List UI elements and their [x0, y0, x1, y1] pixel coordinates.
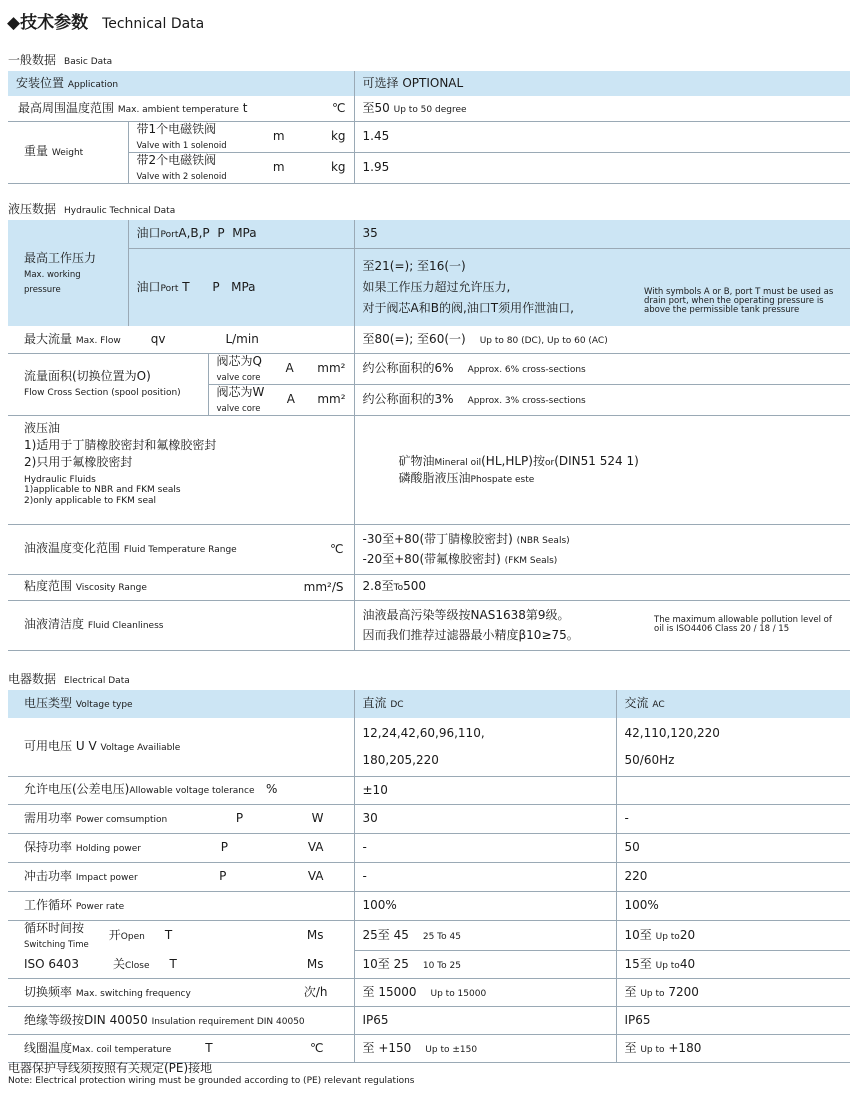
row-fluid-temperature: 油液温度变化范围 Fluid Temperature Range ℃ -30至+80(带丁腈橡胶密封) (NBR Seals) -20至+80(带氟橡胶密封) (FKM Seals)	[8, 524, 850, 574]
footer-note: 电器保护导线须按照有关规定(PE)接地 Note: Electrical protection wiring must be grounded according to (PE) relevant regulations	[8, 1061, 415, 1086]
row-voltage-available: 可用电压 U V Voltage Availiable 12,24,42,60,96,110, 180,205,220 42,110,120,220 50/60Hz	[8, 718, 850, 776]
row-power-rate: 工作循环 Power rate 100% 100%	[8, 891, 850, 920]
row-weight-2: 带2个电磁铁阀 Valve with 2 solenoid m kg 1.95	[8, 152, 850, 183]
row-power-consumption: 需用功率 Power comsumption P W 30 -	[8, 804, 850, 833]
row-flow-w: 阀芯为W valve core A mm² 约公称面积的3% Approx. 3% cross-sections	[8, 384, 850, 415]
row-hydraulic-fluids: 液压油 1)适用于丁腈橡胶密封和氟橡胶密封 2)只用于氟橡胶密封 Hydraulic Fluids 1)applicable to NBR and FKM seals 2)only applicable to FKM seal 矿物油Mineral oil(HL,HLP)按or(DIN51 524 1) 磷酸脂液压油Phospate este	[8, 415, 850, 524]
hydraulic-section-title: 液压数据 Hydraulic Technical Data	[8, 202, 176, 216]
row-port-t: 油口Port T P MPa 至21(=); 至16(一) 如果工作压力超过允许压力, 对于阀芯A和B的阀,油口T须用作泄油口, With symbols A or B, port T must be used as drain port, when the operating pressure is above the permissible tank pressure	[8, 248, 850, 326]
page-title: ◆技术参数 Technical Data	[7, 13, 205, 33]
row-switching-frequency: 切换频率 Max. switching frequency 次/h 至 15000 Up to 15000 至 Up to 7200	[8, 979, 850, 1007]
row-insulation: 绝缘等级按DIN 40050 Insulation requirement DIN 40050 IP65 IP65	[8, 1007, 850, 1035]
hydraulic-data-table	[8, 220, 850, 651]
row-max-flow: 最大流量 Max. Flow qv L/min 至80(=); 至60(一) Up to 80 (DC), Up to 60 (AC)	[8, 326, 850, 353]
electrical-data-table	[8, 690, 850, 1063]
row-weight-1: 重量 Weight 带1个电磁铁阀 Valve with 1 solenoid m kg 1.45	[8, 121, 850, 152]
row-fluid-cleanliness: 油液清洁度 Fluid Cleanliness 油液最高污染等级按NAS1638第9级。 因而我们推荐过滤器最小精度β10≥75。 The maximum allowable pollution level of oil is ISO4406 Class 20 / 18 / 15	[8, 600, 850, 650]
row-application: 安装位置 Application 可选择 OPTIONAL	[8, 71, 850, 96]
row-impact-power: 冲击功率 Impact power P VA - 220	[8, 862, 850, 891]
row-ambient-temperature: 最高周围温度范围 Max. ambient temperature t ℃ 至50 Up to 50 degree	[8, 96, 850, 121]
row-voltage-type: 电压类型 Voltage type 直流 DC 交流 AC	[8, 690, 850, 718]
row-flow-q: 流量面积(切换位置为O) Flow Cross Section (spool position) 阀芯为Q valve core A mm² 约公称面积的6% Approx. 6% cross-sections	[8, 353, 850, 384]
row-viscosity: 粘度范围 Viscosity Range mm²/S 2.8至To500	[8, 574, 850, 600]
row-switching-open: 循环时间按 Switching Time 开Open T Ms 25至 45 25 To 45 10至 Up to20	[8, 920, 850, 951]
row-coil-temperature: 线圈温度Max. coil temperature T ℃ 至 +150 Up to ±150 至 Up to +180	[8, 1035, 850, 1063]
row-holding-power: 保持功率 Holding power P VA - 50	[8, 833, 850, 862]
electrical-section-title: 电器数据 Electrical Data	[8, 672, 130, 686]
row-voltage-tolerance: 允许电压(公差电压)Allowable voltage tolerance % ±10	[8, 776, 850, 804]
row-switching-close: ISO 6403 关Close T Ms 10至 25 10 To 25 15至 Up to40	[8, 951, 850, 979]
basic-data-table	[8, 71, 850, 184]
basic-section-title: 一般数据 Basic Data	[8, 53, 113, 67]
row-port-abp: 最高工作压力 Max. working pressure 油口PortA,B,P P MPa 35	[8, 220, 850, 248]
